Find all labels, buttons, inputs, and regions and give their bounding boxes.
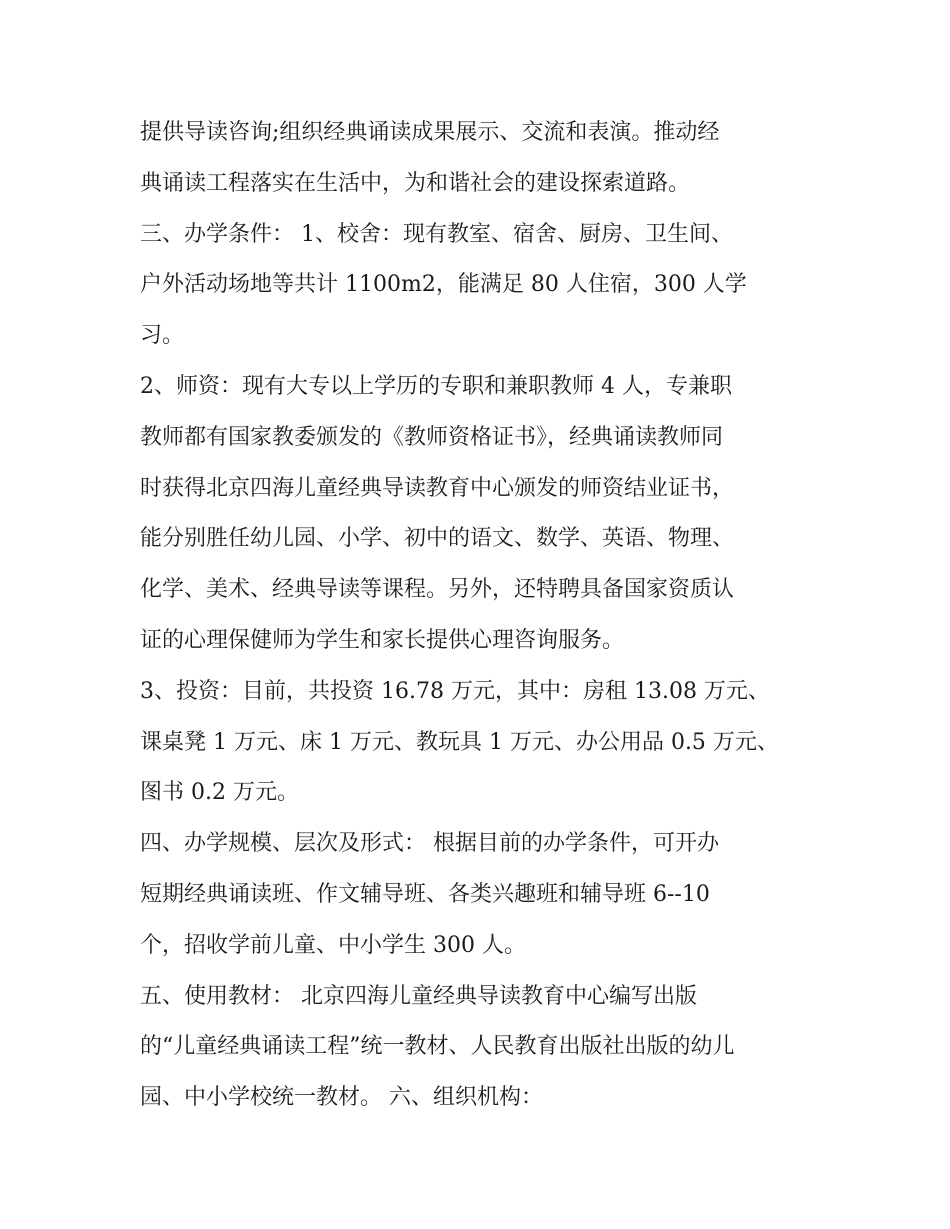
text-line: 园、中小学校统一教材。 六、组织机构： bbox=[140, 1085, 543, 1111]
text-line: 图书 0.2 万元。 bbox=[140, 780, 299, 806]
text-line: 教师都有国家教委颁发的《教师资格证书》，经典诵读教师同 bbox=[140, 424, 724, 450]
document-body bbox=[140, 108, 830, 1124]
text-line: 提供导读咨询;组织经典诵读成果展示、交流和表演。推动经 bbox=[140, 120, 720, 145]
text-line: 习。 bbox=[140, 323, 185, 349]
text-line: 个，招收学前儿童、中小学生 300 人。 bbox=[140, 932, 526, 958]
text-line: 能分别胜任幼儿园、小学、初中的语文、数学、英语、物理、 bbox=[140, 526, 735, 552]
text-line: 的“儿童经典诵读工程”统一教材、人民教育出版社出版的幼儿 bbox=[140, 1034, 735, 1060]
text-line: 典诵读工程落实在生活中，为和谐社会的建设探索道路。 bbox=[140, 170, 691, 196]
text-line: 3、投资：目前，共投资 16.78 万元，其中：房租 13.08 万元、 bbox=[140, 678, 770, 704]
text-line: 户外活动场地等共计 1100m2，能满足 80 人住宿，300 人学 bbox=[140, 272, 747, 298]
text-line: 四、办学规模、层次及形式： 根据目前的办学条件，可开办 bbox=[140, 831, 719, 857]
text-line: 化学、美术、经典导读等课程。另外，还特聘具备国家资质认 bbox=[140, 577, 735, 603]
text-line: 时获得北京四海儿童经典导读教育中心颁发的师资结业证书， bbox=[140, 475, 735, 501]
text-line: 证的心理保健师为学生和家长提供心理咨询服务。 bbox=[140, 627, 625, 653]
text-line: 短期经典诵读班、作文辅导班、各类兴趣班和辅导班 6--10 bbox=[140, 881, 710, 907]
text-line: 课桌凳 1 万元、床 1 万元、教玩具 1 万元、办公用品 0.5 万元、 bbox=[140, 729, 779, 755]
text-line: 三、办学条件： 1、校舍：现有教室、宿舍、厨房、卫生间、 bbox=[140, 221, 733, 247]
text-line: 2、师资：现有大专以上学历的专职和兼职教师 4 人，专兼职 bbox=[140, 373, 732, 399]
text-line: 五、使用教材： 北京四海儿童经典导读教育中心编写出版 bbox=[140, 983, 697, 1009]
